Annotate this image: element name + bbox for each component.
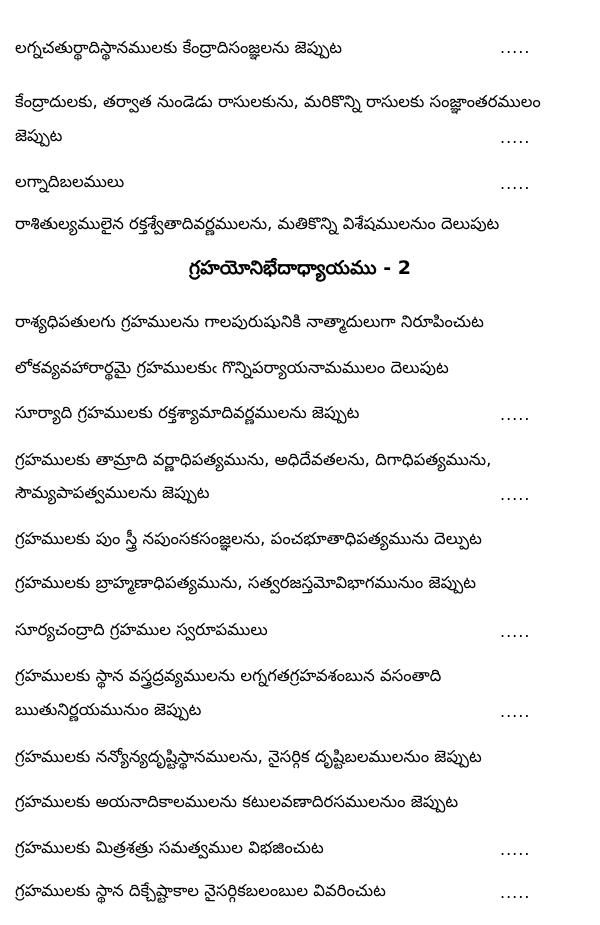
dot-leader: ..... xyxy=(500,174,531,193)
toc-entry: గ్రహములకు స్థాన వస్త్రద్రవ్యములను లగ్నగతగ్రహవశంబున వసంతాది xyxy=(15,666,442,685)
toc-entry-continued: ఋతునిర్ణయమునుం జెప్పుట xyxy=(15,700,202,719)
dot-leader: ..... xyxy=(500,485,531,504)
toc-entry: గ్రహములకు స్థాన దిక్చేష్టాకాల నైసర్గికబలంబుల వివరించుట xyxy=(15,881,386,900)
toc-entry: గ్రహములకు మిత్రశత్రు సమత్వముల విభజించుట xyxy=(15,838,324,857)
toc-entry: సూర్యాది గ్రహములకు రక్తశ్యామాదివర్ణములను జెప్పుట xyxy=(15,403,360,422)
toc-entry: గ్రహములకు నన్యోన్యదృష్టిస్థానములను, నైసర్గిక దృష్టిబలములనుం జెప్పుట xyxy=(15,747,482,766)
toc-entry: గ్రహములకు అయనాదికాలములను కటులవణాదిరసములనుం జెప్పుట xyxy=(15,792,459,811)
toc-entry-continued: జెప్పుట xyxy=(15,126,63,145)
dot-leader: ..... xyxy=(500,883,531,902)
dot-leader: ..... xyxy=(500,38,531,57)
toc-entry: లగ్నాదిబలములు xyxy=(15,172,125,191)
toc-entry: సూర్యచంద్రాది గ్రహముల స్వరూపములు xyxy=(15,620,268,639)
toc-entry: గ్రహములకు బ్రాహ్మణాధిపత్యమును, సత్వరజస్తమోవిభాగమునుం జెప్పుట xyxy=(15,573,476,592)
toc-entry: గ్రహములకు తామ్రాది వర్ణాధిపత్యమును, అధిదేవతలను, దిగాధిపత్యమును, xyxy=(15,450,492,469)
dot-leader: ..... xyxy=(500,622,531,641)
toc-entry-continued: సౌమ్యపాపత్వములను జెప్పుట xyxy=(15,483,210,502)
toc-entry: రాశ్యధిపతులగు గ్రహములను గాలపురుషునికి నాత్మాదులుగా నిరూపించుట xyxy=(15,312,484,331)
toc-entry: లోకవ్యవహారార్థమై గ్రహములకుఁ గొన్నిపర్యాయనామములం దెలుపుట xyxy=(15,358,449,377)
dot-leader: ..... xyxy=(500,840,531,859)
toc-entry: గ్రహములకు పుం స్త్రీ నపుంసకసంజ్ఞలను, పంచభూతాధిపత్యమును దెల్పుట xyxy=(15,529,482,548)
toc-entry: రాశితుల్యములైన రక్తశ్వేతాదివర్ణములను, మతికొన్ని విశేషములనుం దెలుపుట xyxy=(15,214,500,233)
toc-entry: లగ్నచతుర్థాదిస్థానములకు కేంద్రాదిసంజ్ఞలను జెప్పుట xyxy=(15,38,343,57)
dot-leader: ..... xyxy=(500,128,531,147)
dot-leader: ..... xyxy=(500,405,531,424)
section-heading: గ్రహయోనిభేదాధ్యాయము - 2 xyxy=(189,257,411,279)
dot-leader: ..... xyxy=(500,702,531,721)
toc-entry: కేంద్రాదులకు, తర్వాత నుండెడు రాసులకును, మరికొన్ని రాసులకు సంజ్ఞాంతరములం xyxy=(15,92,541,111)
